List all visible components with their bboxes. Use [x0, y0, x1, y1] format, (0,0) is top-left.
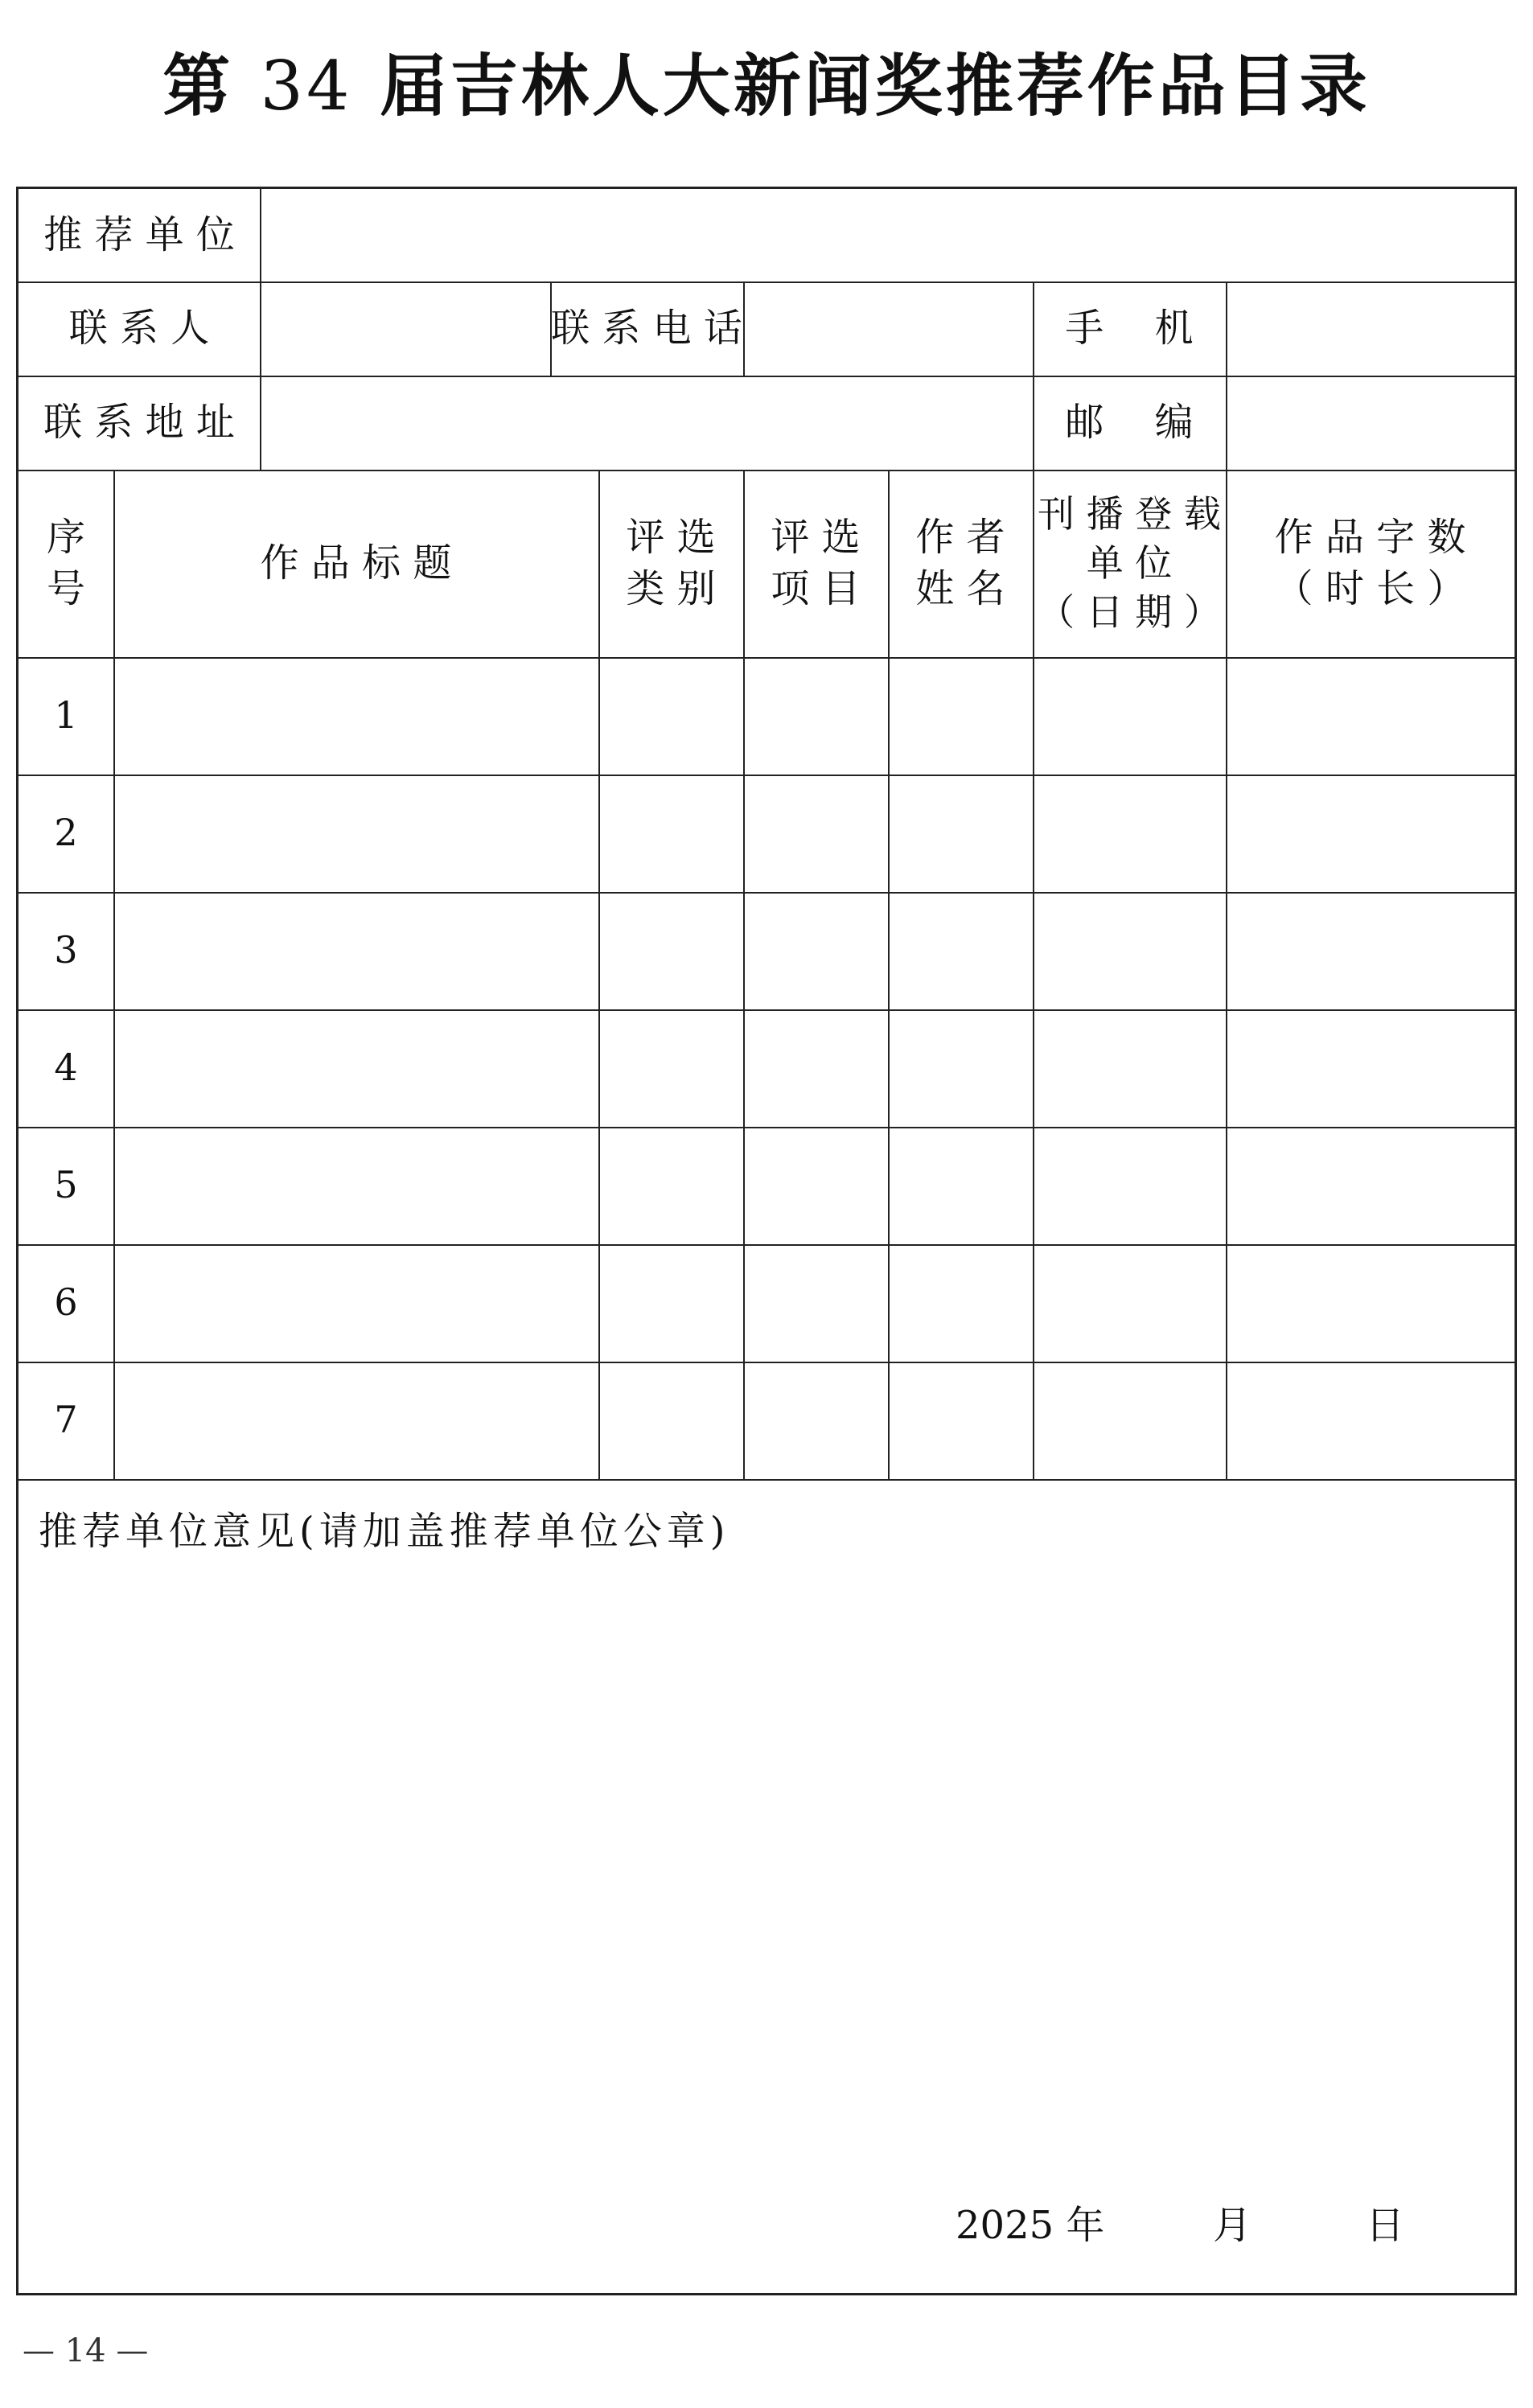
date-month: 月 [1213, 2203, 1252, 2248]
row-number: 4 [54, 1046, 78, 1090]
header-category: 评 选 类 别 [626, 514, 716, 611]
row-divider [18, 1244, 1515, 1246]
header-author: 作 者 姓 名 [915, 514, 1005, 611]
row-number: 7 [54, 1398, 78, 1442]
row-divider [18, 1479, 1515, 1481]
contact-person-field[interactable] [261, 281, 550, 376]
row-divider [18, 892, 1515, 894]
date-year: 2025 年 [956, 2203, 1105, 2248]
row-divider [18, 775, 1515, 776]
recommending-unit-label: 推 荐 单 位 [43, 212, 235, 257]
contact-phone-label: 联 系 电 话 [551, 305, 742, 351]
recommending-unit-field[interactable] [261, 189, 1515, 281]
date-day: 日 [1366, 2203, 1405, 2248]
row-divider [18, 1127, 1515, 1128]
row-number: 6 [54, 1280, 78, 1325]
row-number: 1 [54, 693, 78, 738]
header-title: 作 品 标 题 [260, 540, 452, 586]
page-number: — 14 — [23, 2332, 149, 2369]
header-publisher: 刊 播 登 载 单 位 （ 日 期 ） [1038, 491, 1221, 635]
contact-address-label: 联 系 地 址 [43, 399, 235, 445]
row-divider [18, 1009, 1515, 1011]
row-number: 5 [54, 1163, 78, 1207]
opinion-label: 推荐单位意见(请加盖推荐单位公章) [39, 1509, 730, 1554]
mobile-field[interactable] [1227, 281, 1515, 376]
postcode-field[interactable] [1227, 376, 1515, 470]
form-frame [16, 187, 1517, 2295]
header-item: 评 选 项 目 [771, 514, 861, 611]
row-divider [18, 657, 1515, 659]
row-divider [18, 1362, 1515, 1363]
header-seq: 序 号 [46, 514, 85, 611]
contact-address-field[interactable] [261, 376, 1033, 470]
page-title: 第 34 届吉林人大新闻奖推荐作品目录 [162, 46, 1371, 125]
row-number: 2 [54, 811, 78, 855]
contact-phone-field[interactable] [745, 281, 1033, 376]
postcode-label: 邮 编 [1065, 399, 1194, 445]
contact-person-label: 联 系 人 [68, 305, 210, 351]
row-number: 3 [54, 928, 78, 972]
mobile-label: 手 机 [1065, 305, 1194, 351]
header-word-count: 作 品 字 数 （ 时 长 ） [1274, 514, 1466, 611]
